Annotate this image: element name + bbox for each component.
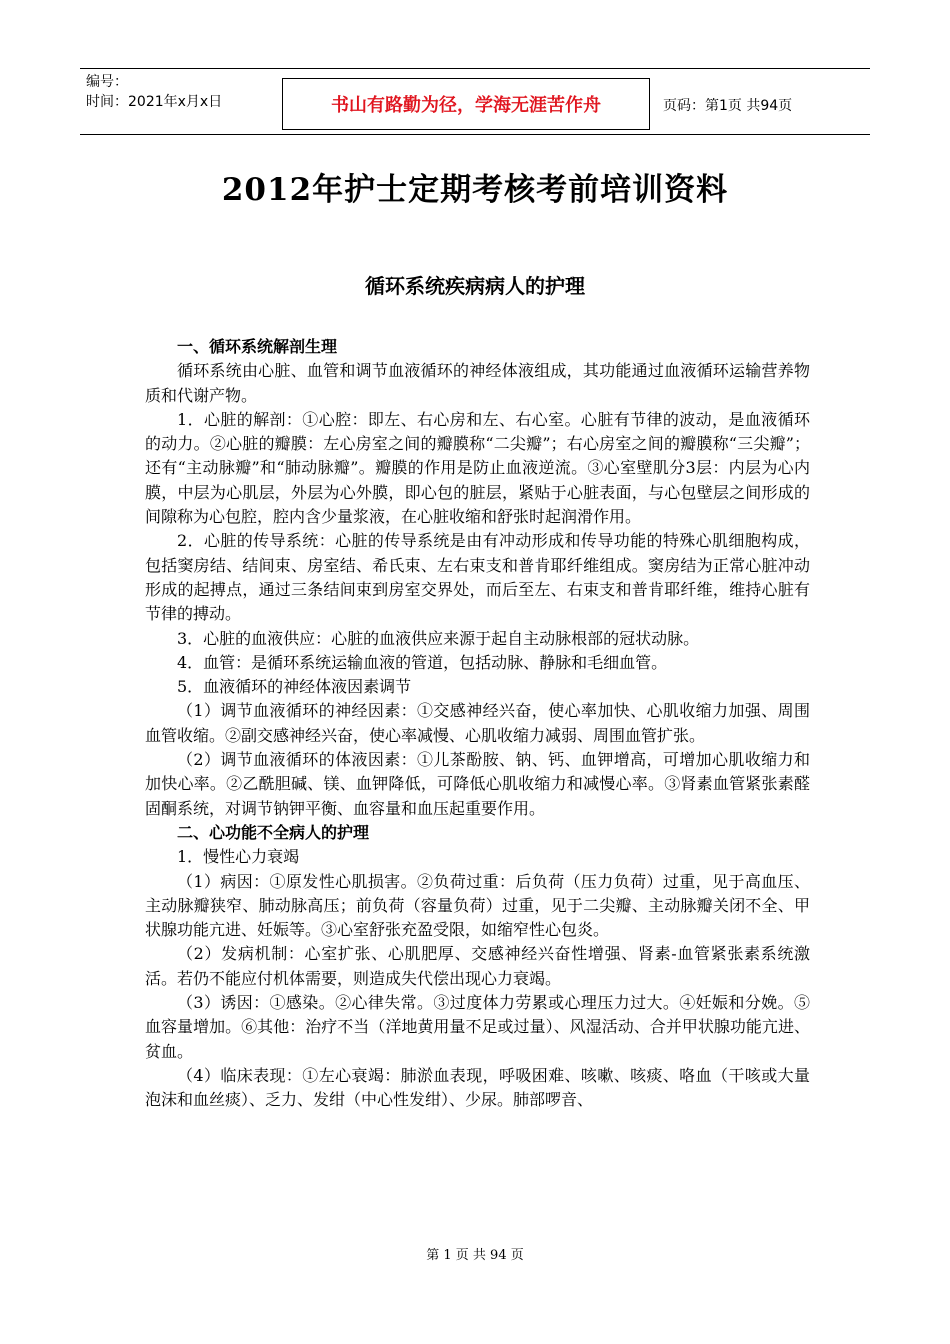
paragraph: （2）调节血液循环的体液因素：①儿茶酚胺、钠、钙、血钾增高，可增加心肌收缩力和加快心率。②乙酰胆碱、镁、血钾降低，可降低心肌收缩力和减慢心率。③肾素血管紧张素醛固酮系统，对调节钠钾平衡、血容量和血压起重要作用。 xyxy=(145,750,810,818)
section-title: 循环系统疾病病人的护理 xyxy=(365,274,585,298)
paragraph: （1）调节血液循环的神经因素：①交感神经兴奋，使心率加快、心肌收缩力加强、周围血管收缩。②副交感神经兴奋，使心率减慢、心肌收缩力减弱、周围血管扩张。 xyxy=(145,701,810,745)
header-number: 编号： xyxy=(86,74,128,90)
header-top-rule xyxy=(80,68,870,69)
section-heading: 二、心功能不全病人的护理 xyxy=(177,822,370,842)
paragraph: （2）发病机制：心室扩张、心肌肥厚、交感神经兴奋性增强、肾素-血管紧张素系统激活。若仍不能应付机体需要，则造成失代偿出现心力衰竭。 xyxy=(145,944,810,988)
paragraph: 5．血液循环的神经体液因素调节 xyxy=(177,677,412,697)
paragraph: 3．心脏的血液供应：心脏的血液供应来源于起自主动脉根部的冠状动脉。 xyxy=(177,628,700,648)
paragraph: （3）诱因：①感染。②心律失常。③过度体力劳累或心理压力过大。④妊娠和分娩。⑤血容量增加。⑥其他：治疗不当（洋地黄用量不足或过量）、风湿活动、合并甲状腺功能亢进、贫血。 xyxy=(145,993,810,1061)
paragraph: 4．血管：是循环系统运输血液的管道，包括动脉、静脉和毛细血管。 xyxy=(177,652,668,672)
page-footer: 第 1 页 共 94 页 xyxy=(426,1248,524,1263)
paragraph: （4）临床表现：①左心衰竭：肺淤血表现，呼吸困难、咳嗽、咳痰、咯血（干咳或大量泡沫和血丝痰）、乏力、发绀（中心性发绀）、少尿。肺部啰音、 xyxy=(145,1065,810,1110)
header-motto: 书山有路勤为径，学海无涯苦作舟 xyxy=(282,78,650,130)
paragraph: 1．慢性心力衰竭 xyxy=(177,847,300,867)
header-page-info: 页码：第1页 共94页 xyxy=(663,98,793,114)
header-meta xyxy=(86,72,222,112)
document-title: 2012年护士定期考核考前培训资料 xyxy=(221,172,729,208)
paragraph: 2．心脏的传导系统：心脏的传导系统是由有冲动形成和传导功能的特殊心肌细胞构成，包括窦房结、结间束、房室结、希氏束、左右束支和普肯耶纤维组成。窦房结为正常心脏冲动形成的起搏点，通过三条结间束到房室交界处，而后至左、右束支和普肯耶纤维，维持心脏有节律的搏动。 xyxy=(145,531,810,624)
header-bottom-rule xyxy=(80,134,870,135)
section-heading: 一、循环系统解剖生理 xyxy=(177,337,338,356)
paragraph: 1．心脏的解剖：①心腔：即左、右心房和左、右心室。心脏有节律的波动，是血液循环的动力。②心脏的瓣膜：左心房室之间的瓣膜称“二尖瓣”；右心房室之间的瓣膜称“三尖瓣”；还有“主动脉瓣”和“肺动脉瓣”。瓣膜的作用是防止血液逆流。③心室壁肌分3层：内层为心内膜，中层为心肌层，外层为心外膜，即心包的脏层，紧贴于心脏表面，与心包壁层之间形成的间隙称为心包腔，腔内含少量浆液，在心脏收缩和舒张时起润滑作用。 xyxy=(145,409,810,527)
header-time: 时间：2021年x月x日 xyxy=(86,94,223,110)
document-body xyxy=(145,335,810,1113)
paragraph: 循环系统由心脏、血管和调节血液循环的神经体液组成，其功能通过血液循环运输营养物质和代谢产物。 xyxy=(145,361,810,405)
paragraph: （1）病因：①原发性心肌损害。②负荷过重：后负荷（压力负荷）过重，见于高血压、主动脉瓣狭窄、肺动脉高压；前负荷（容量负荷）过重，见于二尖瓣、主动脉瓣关闭不全、甲状腺功能亢进、妊娠等。③心室舒张充盈受限，如缩窄性心包炎。 xyxy=(145,871,810,940)
